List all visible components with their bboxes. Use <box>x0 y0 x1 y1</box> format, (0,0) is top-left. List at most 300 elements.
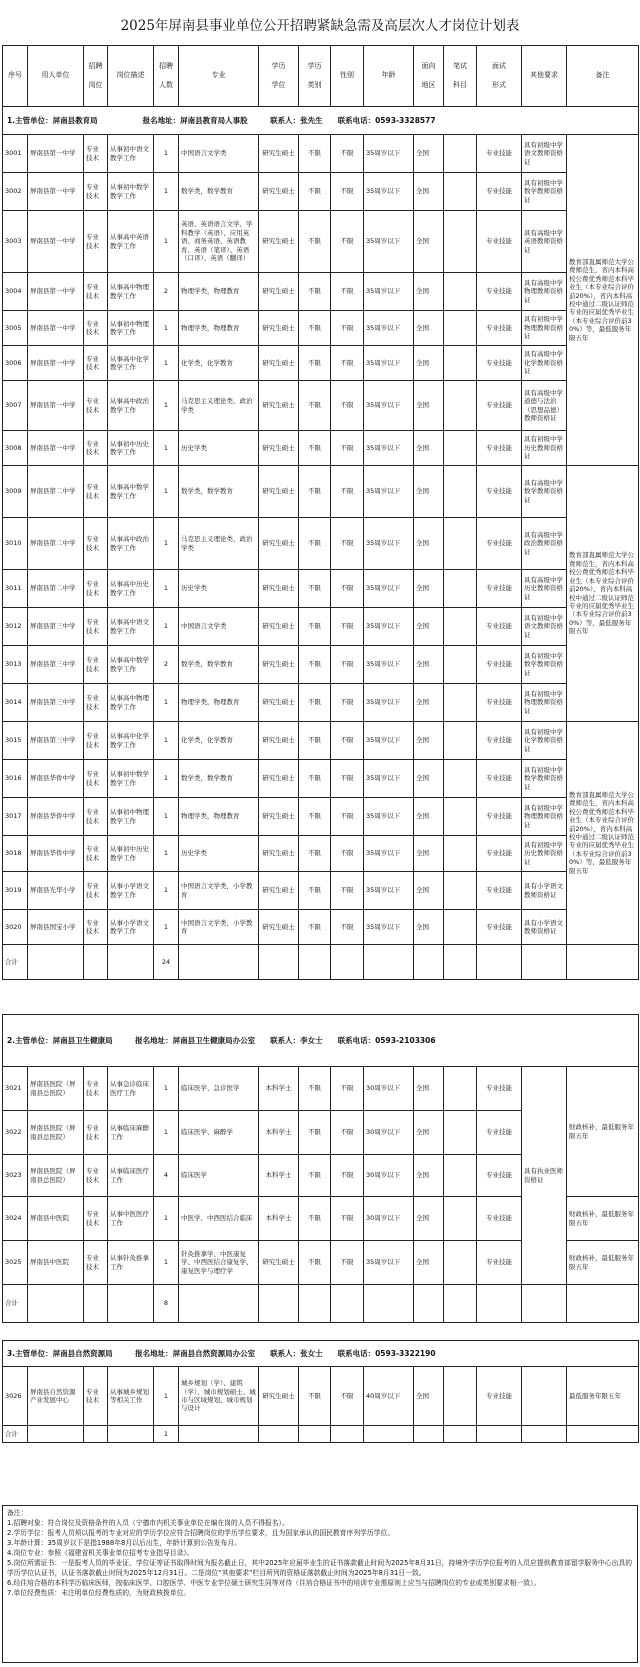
cell-major: 中国语言文学类，小学教育 <box>179 910 259 945</box>
cell-type: 不限 <box>299 1111 331 1155</box>
cell-employer: 屏南县第二中学 <box>28 466 84 518</box>
empty-cell <box>28 1426 84 1443</box>
cell-seq: 3001 <box>3 135 28 173</box>
cell-remark: 财政核补，最低服务年限五年 <box>567 1197 639 1241</box>
cell-age: 35周岁以下 <box>364 381 414 431</box>
cell-major: 针灸推拿学、中医康复学、中西医结合康复学、康复医学与理疗学 <box>179 1241 259 1285</box>
cell-desc: 从事高中数学教学工作 <box>108 466 154 518</box>
cell-region: 全国 <box>414 431 444 466</box>
cell-region: 全国 <box>414 135 444 173</box>
empty-cell <box>331 1285 364 1323</box>
cell-degree: 研究生硕士 <box>259 722 299 760</box>
cell-written <box>444 173 477 211</box>
cell-seq: 3018 <box>3 836 28 872</box>
cell-major: 中国语言文学类，小学教育 <box>179 872 259 910</box>
header-seq: 序号 <box>3 46 28 107</box>
cell-post: 专业技术 <box>84 518 108 570</box>
cell-seq: 3026 <box>3 1367 28 1426</box>
cell-gender: 不限 <box>331 570 364 608</box>
cell-other: 具有初级中学数学教师资格证 <box>522 173 567 211</box>
cell-type: 不限 <box>299 1367 331 1426</box>
cell-age: 35周岁以下 <box>364 135 414 173</box>
empty-cell <box>108 1426 154 1443</box>
cell-desc: 从事初中历史教学工作 <box>108 836 154 872</box>
cell-region: 全国 <box>414 211 444 273</box>
empty-cell <box>331 945 364 980</box>
cell-gender: 不限 <box>331 431 364 466</box>
cell-gender: 不限 <box>331 273 364 311</box>
cell-interview: 专业技能 <box>477 910 522 945</box>
cell-employer: 屏南县光华小学 <box>28 872 84 910</box>
cell-desc: 从事高中政治教学工作 <box>108 381 154 431</box>
table-row <box>3 273 639 311</box>
cell-other: 具有高级中学化学教师资格证 <box>522 346 567 381</box>
cell-region: 全国 <box>414 518 444 570</box>
cell-degree: 研究生硕士 <box>259 1367 299 1426</box>
cell-written <box>444 311 477 346</box>
cell-interview: 专业技能 <box>477 570 522 608</box>
cell-gender: 不限 <box>331 872 364 910</box>
cell-gender: 不限 <box>331 1241 364 1285</box>
cell-major: 化学类，化学教育 <box>179 346 259 381</box>
cell-degree: 研究生硕士 <box>259 608 299 646</box>
cell-written <box>444 1197 477 1241</box>
note-item: 7.单位经费性质：未注明单位经费性质的，为财政核拨单位。 <box>7 1589 191 1598</box>
total-label: 合计 <box>3 945 28 980</box>
cell-major: 物理学类，物理教育 <box>179 311 259 346</box>
empty-cell <box>331 1426 364 1443</box>
cell-age: 35周岁以下 <box>364 760 414 798</box>
table-row <box>3 466 639 518</box>
cell-desc: 从事针灸推拿工作 <box>108 1241 154 1285</box>
cell-age: 35周岁以下 <box>364 836 414 872</box>
cell-employer: 屏南县国宝小学 <box>28 910 84 945</box>
cell-type: 不限 <box>299 311 331 346</box>
header-major: 专业 <box>179 46 259 107</box>
cell-degree: 研究生硕士 <box>259 381 299 431</box>
header-region: 面向 地区 <box>414 46 444 107</box>
cell-seq: 3009 <box>3 466 28 518</box>
cell-degree: 研究生硕士 <box>259 311 299 346</box>
header-degree: 学历 学位 <box>259 46 299 107</box>
empty-cell <box>108 1285 154 1323</box>
cell-post: 专业技术 <box>84 135 108 173</box>
cell-gender: 不限 <box>331 518 364 570</box>
empty-cell <box>179 1285 259 1323</box>
cell-type: 不限 <box>299 346 331 381</box>
cell-count: 1 <box>154 570 179 608</box>
cell-employer: 屏南县第三中学 <box>28 608 84 646</box>
cell-other <box>522 1367 567 1426</box>
empty-cell <box>364 1285 414 1323</box>
table-row <box>3 798 639 836</box>
cell-major: 中国语言文学类 <box>179 608 259 646</box>
cell-other: 具有初级中学历史教师资格证 <box>522 836 567 872</box>
cell-degree: 本科学士 <box>259 1111 299 1155</box>
section-heading-row <box>3 107 639 135</box>
cell-region: 全国 <box>414 570 444 608</box>
total-label: 合计 <box>3 1426 28 1443</box>
cell-age: 35周岁以下 <box>364 722 414 760</box>
note-item: 1.招聘对象：符合岗位及资格条件的人员（宁德市内机关事业单位在编在岗的人员不得报名）。 <box>7 1519 289 1528</box>
cell-employer: 屏南县第一中学 <box>28 173 84 211</box>
cell-age: 35周岁以下 <box>364 273 414 311</box>
cell-interview: 专业技能 <box>477 760 522 798</box>
cell-written <box>444 1367 477 1426</box>
cell-employer: 屏南县第一中学 <box>28 431 84 466</box>
cell-seq: 3003 <box>3 211 28 273</box>
cell-age: 35周岁以下 <box>364 570 414 608</box>
header-post-desc: 岗位描述 <box>108 46 154 107</box>
cell-major: 数学类，数学教育 <box>179 466 259 518</box>
cell-type: 不限 <box>299 798 331 836</box>
cell-age: 35周岁以下 <box>364 346 414 381</box>
cell-written <box>444 646 477 684</box>
cell-gender: 不限 <box>331 910 364 945</box>
cell-gender: 不限 <box>331 1067 364 1111</box>
empty-cell <box>364 1426 414 1443</box>
cell-count: 1 <box>154 1111 179 1155</box>
cell-post: 专业技术 <box>84 1155 108 1197</box>
cell-region: 全国 <box>414 1155 444 1197</box>
cell-desc: 从事高中历史教学工作 <box>108 570 154 608</box>
cell-degree: 研究生硕士 <box>259 211 299 273</box>
empty-cell <box>259 1285 299 1323</box>
cell-written <box>444 381 477 431</box>
cell-employer: 屏南县华侨中学 <box>28 798 84 836</box>
section-heading: 3.主管单位：屏南县自然资源局 报名地址：屏南县自然资源局办公室 联系人：张女士 联系电话：0593-3322190 <box>3 1341 639 1367</box>
empty-cell <box>477 1426 522 1443</box>
cell-age: 35周岁以下 <box>364 431 414 466</box>
cell-type: 不限 <box>299 836 331 872</box>
cell-age: 35周岁以下 <box>364 798 414 836</box>
empty-cell <box>84 1426 108 1443</box>
cell-region: 全国 <box>414 1067 444 1111</box>
cell-age: 35周岁以下 <box>364 1241 414 1285</box>
cell-post: 专业技术 <box>84 760 108 798</box>
total-label: 合计 <box>3 1285 28 1323</box>
cell-written <box>444 836 477 872</box>
cell-interview: 专业技能 <box>477 1111 522 1155</box>
total-count: 24 <box>154 945 179 980</box>
cell-degree: 研究生硕士 <box>259 135 299 173</box>
note-item: 6.经住培合格的本科学历临床医师，按临床医学、口腔医学、中医专业学位硕士研究生同等对待（住培合格证书中的培训专业需原则上应当与招聘岗位的专业或类别要求相一致）。 <box>7 1579 541 1588</box>
cell-interview: 专业技能 <box>477 431 522 466</box>
cell-other: 具有高级中学物理教师资格证 <box>522 273 567 311</box>
cell-seq: 3021 <box>3 1067 28 1111</box>
cell-region: 全国 <box>414 608 444 646</box>
header-row <box>3 46 639 107</box>
cell-type: 不限 <box>299 1067 331 1111</box>
cell-region: 全国 <box>414 1241 444 1285</box>
header-employer: 用人单位 <box>28 46 84 107</box>
cell-post: 专业技术 <box>84 608 108 646</box>
cell-post: 专业技术 <box>84 466 108 518</box>
empty-cell <box>414 1285 444 1323</box>
empty-cell <box>259 945 299 980</box>
cell-type: 不限 <box>299 760 331 798</box>
empty-cell <box>259 1426 299 1443</box>
cell-age: 35周岁以下 <box>364 518 414 570</box>
cell-type: 不限 <box>299 518 331 570</box>
cell-employer: 屏南县医院（屏南县总医院） <box>28 1111 84 1155</box>
cell-employer: 屏南县第三中学 <box>28 684 84 722</box>
cell-degree: 研究生硕士 <box>259 518 299 570</box>
cell-gender: 不限 <box>331 836 364 872</box>
cell-desc: 从事初中数学教学工作 <box>108 173 154 211</box>
cell-interview: 专业技能 <box>477 381 522 431</box>
cell-seq: 3002 <box>3 173 28 211</box>
cell-gender: 不限 <box>331 1155 364 1197</box>
cell-count: 1 <box>154 1197 179 1241</box>
cell-seq: 3013 <box>3 646 28 684</box>
cell-interview: 专业技能 <box>477 311 522 346</box>
cell-age: 35周岁以下 <box>364 211 414 273</box>
cell-gender: 不限 <box>331 135 364 173</box>
cell-seq: 3024 <box>3 1197 28 1241</box>
cell-desc: 从事高中化学教学工作 <box>108 346 154 381</box>
cell-count: 2 <box>154 273 179 311</box>
table-row <box>3 431 639 466</box>
cell-region: 全国 <box>414 836 444 872</box>
cell-written <box>444 872 477 910</box>
cell-interview: 专业技能 <box>477 1155 522 1197</box>
cell-degree: 本科学士 <box>259 1067 299 1111</box>
total-count: 8 <box>154 1285 179 1323</box>
cell-written <box>444 684 477 722</box>
cell-written <box>444 798 477 836</box>
cell-gender: 不限 <box>331 1197 364 1241</box>
total-row <box>3 945 639 980</box>
empty-cell <box>414 1426 444 1443</box>
table-row <box>3 381 639 431</box>
cell-degree: 研究生硕士 <box>259 1241 299 1285</box>
cell-seq: 3005 <box>3 311 28 346</box>
cell-type: 不限 <box>299 173 331 211</box>
cell-count: 1 <box>154 910 179 945</box>
cell-type: 不限 <box>299 466 331 518</box>
cell-type: 不限 <box>299 431 331 466</box>
cell-gender: 不限 <box>331 466 364 518</box>
cell-count: 1 <box>154 836 179 872</box>
cell-count: 1 <box>154 1067 179 1111</box>
cell-count: 1 <box>154 760 179 798</box>
cell-gender: 不限 <box>331 608 364 646</box>
note-item: 5.岗位所需证书：一是报考人员的毕业证、学位证等证书取得时间为报名截止日，其中2025年应届毕业生的证书落款截止时间为2025年8月31日，持境外学历学位报考的人员应提供教育部留学服务中心出具的学历学位认证书，认证书落款截止时间为2025年12月31日。二是岗位“其他要求”栏目所列的资格证落款截止时间为2025年8月31日一致。 <box>7 1559 632 1578</box>
cell-gender: 不限 <box>331 646 364 684</box>
table-education <box>2 45 639 980</box>
cell-degree: 研究生硕士 <box>259 646 299 684</box>
cell-other: 具有初级中学物理教师资格证 <box>522 684 567 722</box>
cell-degree: 研究生硕士 <box>259 684 299 722</box>
cell-other: 具有初级中学语文教师资格证 <box>522 608 567 646</box>
cell-employer: 屏南县第一中学 <box>28 211 84 273</box>
cell-type: 不限 <box>299 910 331 945</box>
cell-post: 专业技术 <box>84 570 108 608</box>
cell-written <box>444 608 477 646</box>
cell-desc: 从事初中语文教学工作 <box>108 135 154 173</box>
cell-desc: 从事小学语文教学工作 <box>108 910 154 945</box>
cell-count: 1 <box>154 1241 179 1285</box>
cell-post: 专业技术 <box>84 381 108 431</box>
cell-major: 数学类，数学教育 <box>179 646 259 684</box>
cell-desc: 从事高中物理教学工作 <box>108 273 154 311</box>
empty-cell <box>522 1285 567 1323</box>
cell-employer: 屏南县第一中学 <box>28 381 84 431</box>
notes-block <box>2 1505 638 1663</box>
cell-type: 不限 <box>299 570 331 608</box>
cell-employer: 屏南县中医院 <box>28 1197 84 1241</box>
cell-interview: 专业技能 <box>477 1197 522 1241</box>
cell-gender: 不限 <box>331 1111 364 1155</box>
cell-seq: 3011 <box>3 570 28 608</box>
cell-region: 全国 <box>414 910 444 945</box>
cell-count: 1 <box>154 798 179 836</box>
cell-degree: 研究生硕士 <box>259 173 299 211</box>
table-row <box>3 173 639 211</box>
cell-major: 城乡规划（学）、建筑（学）、城市规划硕士、城市与区域规划、城市规划与设计 <box>179 1367 259 1426</box>
table-row <box>3 135 639 173</box>
header-interview: 面试 形式 <box>477 46 522 107</box>
cell-remark: 教育部直属师范大学公费师范生，省内本科高校公费优秀师范本科毕业生（本专业综合评价前20%），省内本科高校中通过二级认证师范专业的应届优秀毕业生（本专业综合评价前30%）等，最低服务年限五年 <box>567 135 639 466</box>
note-item: 4.岗位专业：参照《福建省机关事业单位招考专业指导目录》。 <box>7 1549 194 1558</box>
empty-cell <box>522 945 567 980</box>
empty-cell <box>84 1285 108 1323</box>
cell-seq: 3015 <box>3 722 28 760</box>
cell-seq: 3012 <box>3 608 28 646</box>
cell-count: 1 <box>154 684 179 722</box>
cell-type: 不限 <box>299 684 331 722</box>
cell-seq: 3016 <box>3 760 28 798</box>
cell-gender: 不限 <box>331 311 364 346</box>
empty-cell <box>28 945 84 980</box>
header-post-cat: 招聘 岗位 <box>84 46 108 107</box>
header-count: 招聘 人数 <box>154 46 179 107</box>
cell-region: 全国 <box>414 466 444 518</box>
empty-cell <box>179 945 259 980</box>
cell-region: 全国 <box>414 346 444 381</box>
total-count: 1 <box>154 1426 179 1443</box>
cell-age: 35周岁以下 <box>364 684 414 722</box>
cell-seq: 3008 <box>3 431 28 466</box>
cell-interview: 专业技能 <box>477 273 522 311</box>
cell-employer: 屏南县第一中学 <box>28 273 84 311</box>
note-item: 2.学历学位：报考人员须以报考的专业对应的学历学位应符合招聘岗位的学历学位要求，且为国家承认的国民教育序列学历学位。 <box>7 1529 395 1538</box>
cell-post: 专业技术 <box>84 684 108 722</box>
cell-interview: 专业技能 <box>477 466 522 518</box>
cell-employer: 屏南县第二中学 <box>28 518 84 570</box>
cell-count: 1 <box>154 722 179 760</box>
cell-post: 专业技术 <box>84 646 108 684</box>
cell-interview: 专业技能 <box>477 872 522 910</box>
cell-count: 1 <box>154 311 179 346</box>
cell-seq: 3022 <box>3 1111 28 1155</box>
cell-count: 1 <box>154 1367 179 1426</box>
table-row <box>3 518 639 570</box>
cell-post: 专业技术 <box>84 910 108 945</box>
cell-employer: 屏南县第三中学 <box>28 722 84 760</box>
cell-desc: 从事初中物理教学工作 <box>108 311 154 346</box>
cell-gender: 不限 <box>331 211 364 273</box>
cell-desc: 从事中医医疗工作 <box>108 1197 154 1241</box>
table-row <box>3 646 639 684</box>
cell-degree: 研究生硕士 <box>259 872 299 910</box>
cell-age: 30周岁以下 <box>364 1155 414 1197</box>
cell-degree: 研究生硕士 <box>259 798 299 836</box>
header-other: 其他要求 <box>522 46 567 107</box>
empty-cell <box>444 945 477 980</box>
cell-seq: 3006 <box>3 346 28 381</box>
cell-major: 化学类，化学教育 <box>179 722 259 760</box>
cell-interview: 专业技能 <box>477 1067 522 1111</box>
cell-desc: 从事小学语文教学工作 <box>108 872 154 910</box>
cell-major: 物理学类，物理教育 <box>179 684 259 722</box>
cell-post: 专业技术 <box>84 1241 108 1285</box>
empty-cell <box>179 1426 259 1443</box>
header-gender: 性别 <box>331 46 364 107</box>
cell-major: 马克思主义理论类、政治学类 <box>179 518 259 570</box>
cell-count: 1 <box>154 466 179 518</box>
cell-other: 具有初级中学化学教师资格证 <box>522 722 567 760</box>
cell-desc: 从事临床医疗工作 <box>108 1155 154 1197</box>
cell-major: 数学类，数学教育 <box>179 760 259 798</box>
cell-type: 不限 <box>299 211 331 273</box>
cell-age: 35周岁以下 <box>364 910 414 945</box>
empty-cell <box>299 1285 331 1323</box>
empty-cell <box>299 945 331 980</box>
cell-degree: 研究生硕士 <box>259 910 299 945</box>
cell-written <box>444 1155 477 1197</box>
cell-gender: 不限 <box>331 346 364 381</box>
cell-written <box>444 273 477 311</box>
cell-seq: 3019 <box>3 872 28 910</box>
cell-desc: 从事高中物理教学工作 <box>108 684 154 722</box>
cell-degree: 研究生硕士 <box>259 346 299 381</box>
cell-other: 具有初级中学物理教师资格证 <box>522 798 567 836</box>
section-heading-row <box>3 1015 639 1067</box>
cell-major: 数学类，数学教育 <box>179 173 259 211</box>
table-row <box>3 608 639 646</box>
table-row <box>3 684 639 722</box>
cell-post: 专业技术 <box>84 798 108 836</box>
cell-written <box>444 910 477 945</box>
table-row <box>3 311 639 346</box>
cell-post: 专业技术 <box>84 722 108 760</box>
cell-written <box>444 1067 477 1111</box>
cell-type: 不限 <box>299 381 331 431</box>
cell-remark: 财政核补，最低服务年限五年 <box>567 1067 639 1197</box>
cell-region: 全国 <box>414 381 444 431</box>
cell-other: 具有初级中学物理教师资格证 <box>522 311 567 346</box>
empty-cell <box>108 945 154 980</box>
cell-written <box>444 346 477 381</box>
cell-degree: 研究生硕士 <box>259 466 299 518</box>
cell-region: 全国 <box>414 722 444 760</box>
cell-degree: 研究生硕士 <box>259 836 299 872</box>
cell-post: 专业技术 <box>84 1367 108 1426</box>
cell-gender: 不限 <box>331 381 364 431</box>
cell-post: 专业技术 <box>84 431 108 466</box>
cell-written <box>444 570 477 608</box>
cell-major: 中国语言文学类 <box>179 135 259 173</box>
cell-age: 35周岁以下 <box>364 608 414 646</box>
cell-other: 具有高级中学政治教师资格证 <box>522 518 567 570</box>
section-heading: 1.主管单位：屏南县教育局 报名地址：屏南县教育局人事股 联系人：张先生 联系电话：0593-3328577 <box>3 107 639 135</box>
cell-seq: 3010 <box>3 518 28 570</box>
cell-employer: 屏南县第一中学 <box>28 135 84 173</box>
cell-count: 1 <box>154 173 179 211</box>
empty-cell <box>567 1426 639 1443</box>
